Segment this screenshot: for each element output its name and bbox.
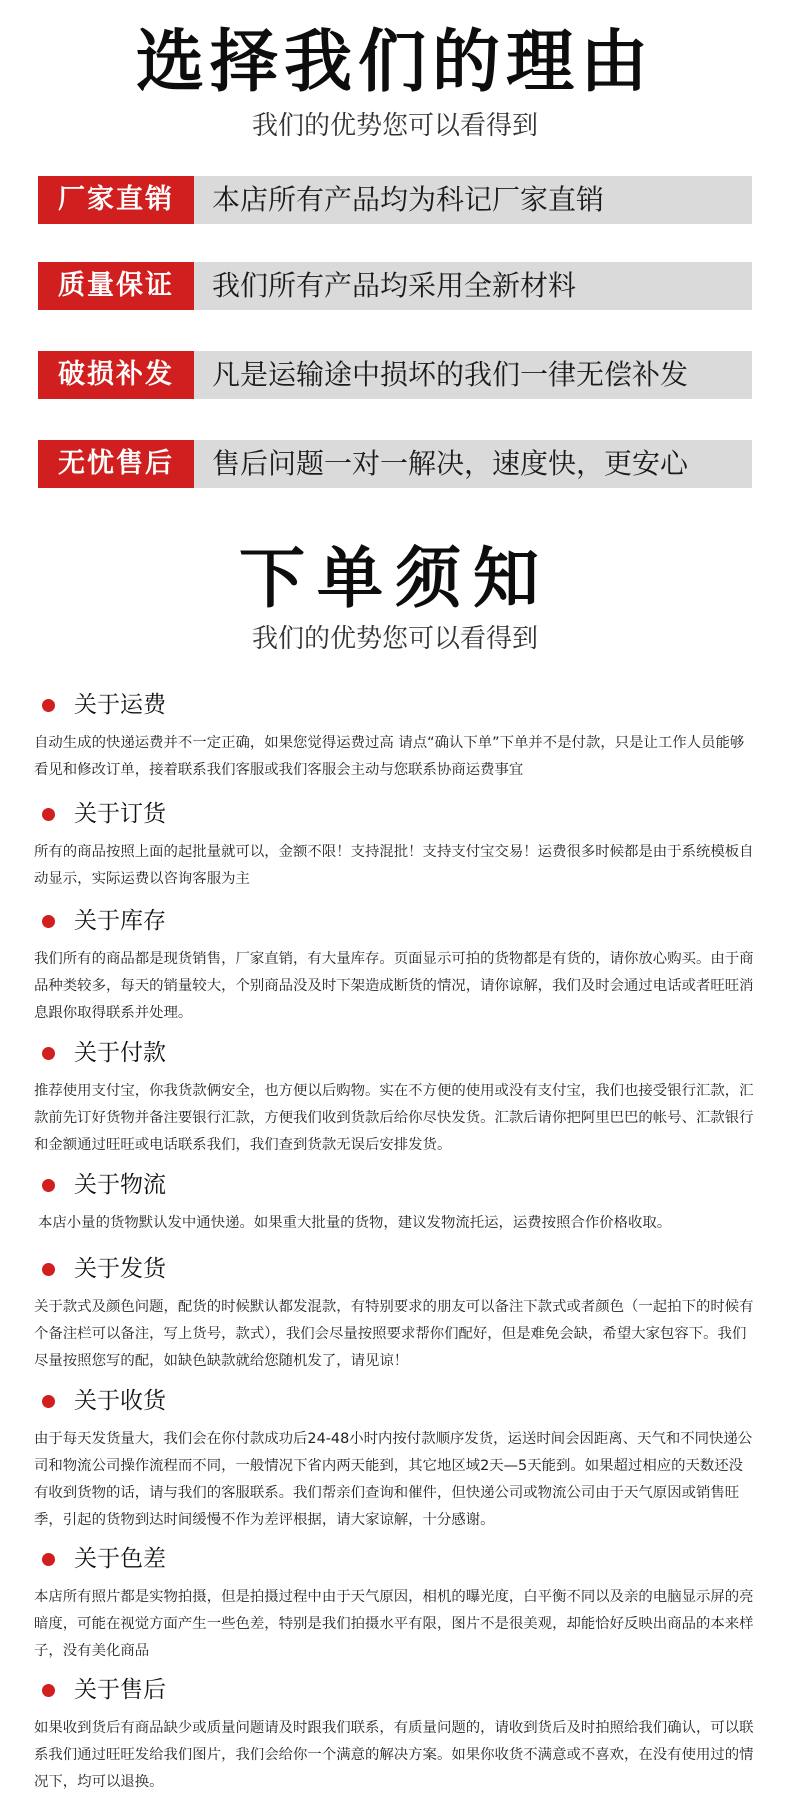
notice-item-title: 关于色差 xyxy=(74,1546,166,1572)
notice-item-payment xyxy=(34,1036,756,1159)
notice-item-title: 关于收货 xyxy=(74,1388,166,1414)
notice-item-text: 自动生成的快递运费并不一定正确，如果您觉得运费过高 请点“确认下单”下单并不是付款，只是让工作人员能够看见和修改订单，接着联系我们客服或我们客服会主动与您联系协商运费事宜 xyxy=(34,735,745,778)
notice-item-text: 推荐使用支付宝，你我货款俩安全，也方便以后购物。实在不方便的使用或没有支付宝，我们也接受银行汇款，汇款前先订好货物并备注要银行汇款，方便我们收到货款后给你尽快发货。汇款后请你把阿里巴巴的帐号、汇款银行和金额通过旺旺或电话联系我们，我们查到货款无误后安排发货。 xyxy=(34,1083,754,1153)
bullet-dot-icon xyxy=(42,1263,55,1276)
bullet-dot-icon xyxy=(42,1684,55,1697)
reason-row xyxy=(38,440,752,488)
notice-item-text: 由于每天发货量大，我们会在你付款成功后24-48小时内按付款顺序发货，运送时间会因距离、天气和不同快递公司和物流公司操作流程而不同，一般情况下省内两天能到，其它地区域2天—5天能到。如果超过相应的天数还没有收到货物的话，请与我们的客服联系。我们帮亲们查询和催件，但快递公司或物流公司由于天气原因或销售旺季，引起的货物到达时间缓慢不作为差评根据，请大家谅解，十分感谢。 xyxy=(34,1431,753,1528)
bullet-dot-icon xyxy=(42,1179,55,1192)
bullet-dot-icon xyxy=(42,1553,55,1566)
notice-item-shipping-fee xyxy=(34,688,756,784)
notice-item-ordering xyxy=(34,797,756,893)
reasons-title: 选择我们的理由 xyxy=(135,23,654,102)
notice-item-title: 关于运费 xyxy=(74,692,166,718)
bullet-dot-icon xyxy=(42,1395,55,1408)
notice-item-receipt xyxy=(34,1384,756,1534)
notice-item-title: 关于售后 xyxy=(74,1677,166,1703)
notice-item-after-sales xyxy=(34,1673,756,1796)
bullet-dot-icon xyxy=(42,808,55,821)
reason-tag: 质量保证 xyxy=(38,262,194,310)
bullet-dot-icon xyxy=(42,699,55,712)
notice-item-title: 关于库存 xyxy=(74,908,166,934)
bullet-dot-icon xyxy=(42,1047,55,1060)
reason-text: 我们所有产品均采用全新材料 xyxy=(212,269,577,302)
reason-row xyxy=(38,176,752,224)
reason-row xyxy=(38,262,752,310)
notice-item-text: 关于款式及颜色问题，配货的时候默认都发混款，有特别要求的朋友可以备注下款式或者颜色（一起拍下的时候有个备注栏可以备注，写上货号，款式），我们会尽量按照要求帮你们配好，但是难免会缺，希望大家包容下。我们尽量按照您写的配，如缺色缺款就给您随机发了，请见谅！ xyxy=(34,1299,754,1369)
notice-subtitle: 我们的优势您可以看得到 xyxy=(251,624,538,654)
reason-text: 本店所有产品均为科记厂家直销 xyxy=(212,183,605,216)
notice-item-text: 本店小量的货物默认发中通快递。如果重大批量的货物，建议发物流托运，运费按照合作价格收取。 xyxy=(38,1215,672,1231)
reason-row xyxy=(38,351,752,399)
notice-item-delivery xyxy=(34,1252,756,1375)
reason-tag: 厂家直销 xyxy=(38,176,194,224)
reason-tag: 无忧售后 xyxy=(38,440,194,488)
notice-item-title: 关于付款 xyxy=(74,1040,166,1066)
reasons-subtitle: 我们的优势您可以看得到 xyxy=(251,111,538,141)
notice-item-text: 我们所有的商品都是现货销售，厂家直销，有大量库存。页面显示可拍的货物都是有货的，请你放心购买。由于商品种类较多，每天的销量较大，个别商品没及时下架造成断货的情况，请你谅解，我们及时会通过电话或者旺旺消息跟你取得联系并处理。 xyxy=(34,951,754,1021)
notice-item-title: 关于发货 xyxy=(74,1256,166,1282)
notice-item-logistics xyxy=(34,1168,756,1237)
reason-text: 售后问题一对一解决，速度快，更安心 xyxy=(212,447,689,480)
notice-item-text: 如果收到货后有商品缺少或质量问题请及时跟我们联系，有质量问题的，请收到货后及时拍照给我们确认，可以联系我们通过旺旺发给我们图片，我们会给你一个满意的解决方案。如果你收货不满意或不喜欢，在没有使用过的情况下，均可以退换。 xyxy=(34,1720,754,1790)
notice-title: 下单须知 xyxy=(239,540,551,617)
notice-item-text: 所有的商品按照上面的起批量就可以，金额不限！支持混批！支持支付宝交易！运费很多时候都是由于系统模板自动显示，实际运费以咨询客服为主 xyxy=(34,844,754,887)
notice-item-title: 关于订货 xyxy=(74,801,166,827)
reason-tag: 破损补发 xyxy=(38,351,194,399)
bullet-dot-icon xyxy=(42,915,55,928)
reason-text: 凡是运输途中损坏的我们一律无偿补发 xyxy=(212,358,689,391)
notice-item-text: 本店所有照片都是实物拍摄，但是拍摄过程中由于天气原因，相机的曝光度，白平衡不同以及亲的电脑显示屏的亮暗度，可能在视觉方面产生一些色差，特别是我们拍摄水平有限，图片不是很美观，却能恰好反映出商品的本来样子，没有美化商品 xyxy=(34,1589,754,1659)
notice-item-title: 关于物流 xyxy=(74,1172,166,1198)
notice-item-color-difference xyxy=(34,1542,756,1665)
notice-item-inventory xyxy=(34,904,756,1027)
